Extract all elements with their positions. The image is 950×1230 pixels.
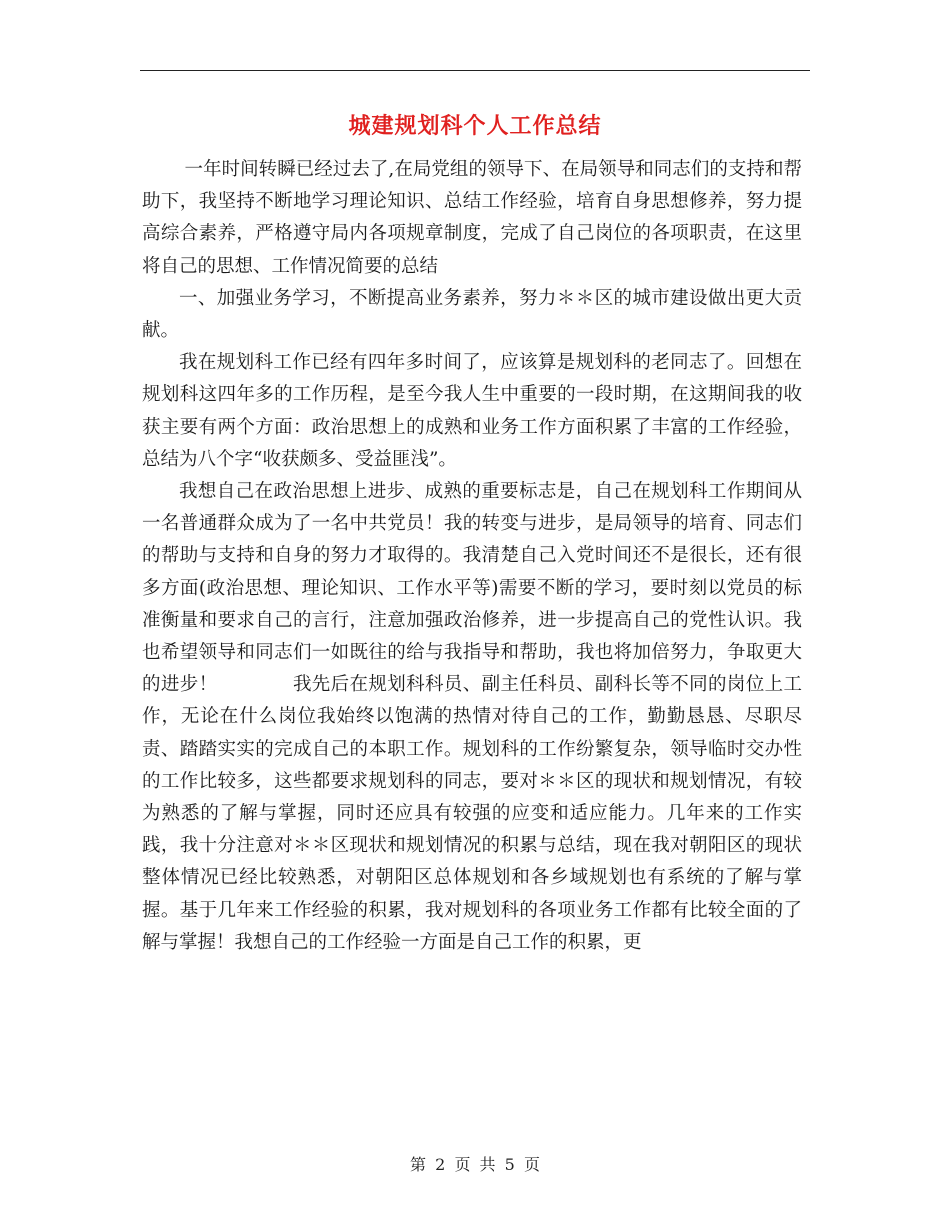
footer-page-label: 第 (410, 1155, 427, 1174)
body-paragraph: 我在规划科工作已经有四年多时间了，应该算是规划科的老同志了。回想在规划科这四年多的工作历程，是至今我人生中重要的一段时期，在这期间我的收获主要有两个方面：政治思想上的成熟和业务工作方面积累了丰富的工作经验，总结为八个字“收获颇多、受益匪浅”。 (142, 352, 802, 470)
body-paragraph-section-heading: 一、加强业务学习，不断提高业务素养，努力＊＊区的城市建设做出更大贡献。 (142, 287, 802, 342)
footer-current-page: 2 (435, 1155, 446, 1174)
footer-total-unit: 页 (523, 1155, 540, 1174)
page-number-footer (0, 1154, 950, 1176)
document-body (142, 154, 802, 959)
document-title: 城建规划科个人工作总结 (348, 113, 602, 139)
body-paragraph: 我想自己在政治思想上进步、成熟的重要标志是，自己在规划科工作期间从一名普通群众成为了一名中共党员！我的转变与进步，是局领导的培育、同志们的帮助与支持和自身的努力才取得的。我清楚自己入党时间还不是很长，还有很多方面(政治思想、理论知识、工作水平等)需要不断的学习，要时刻以党员的标准衡量和要求自己的言行，注意加强政治修养，进一步提高自己的党性认识。我也希望领导和同志们一如既往的给与我指导和帮助，我也将加倍努力，争取更大的进步！ 我先后在规划科科员、副主任科员、副科长等不同的岗位上工作，无论在什么岗位我始终以饱满的热情对待自己的工作，勤勤恳恳、尽职尽责、踏踏实实的完成自己的本职工作。规划科的工作纷繁复杂，领导临时交办性的工作比较多，这些都要求规划科的同志，要对＊＊区的现状和规划情况，有较为熟悉的了解与掌握，同时还应具有较强的应变和适应能力。几年来的工作实践，我十分注意对＊＊区现状和规划情况的积累与总结，现在我对朝阳区的现状整体情况已经比较熟悉，对朝阳区总体规划和各乡域规划也有系统的了解与掌握。基于几年来工作经验的积累，我对规划科的各项业务工作都有比较全面的了解与掌握！我想自己的工作经验一方面是自己工作的积累，更 (142, 481, 802, 953)
footer-total-pages: 5 (504, 1155, 515, 1174)
footer-total-label: 共 (479, 1155, 496, 1174)
header-rule (140, 70, 810, 71)
body-paragraph-intro: 一年时间转瞬已经过去了,在局党组的领导下、在局领导和同志们的支持和帮助下，我坚持不断地学习理论知识、总结工作经验，培育自身思想修养，努力提高综合素养，严格遵守局内各项规章制度，完成了自己岗位的各项职责，在这里将自己的思想、工作情况简要的总结 (142, 159, 802, 277)
footer-page-unit: 页 (454, 1155, 471, 1174)
